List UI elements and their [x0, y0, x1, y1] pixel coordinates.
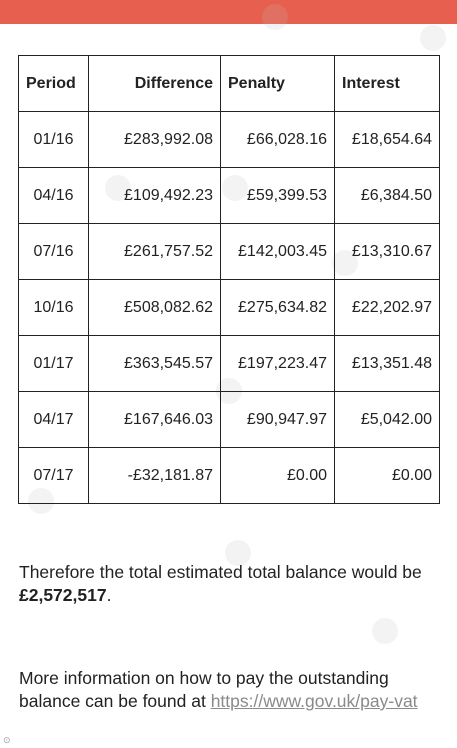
cell-interest: £13,351.48: [335, 336, 440, 392]
cell-difference: £283,992.08: [89, 112, 221, 168]
cell-interest: £5,042.00: [335, 392, 440, 448]
total-balance-period: .: [106, 585, 112, 605]
watermark-footer-icon: ⊙: [3, 735, 11, 745]
cell-period: 07/16: [19, 224, 89, 280]
table-row: [19, 280, 440, 336]
table-row: [19, 392, 440, 448]
table-row: [19, 448, 440, 504]
cell-penalty: £59,399.53: [221, 168, 335, 224]
cell-difference: £261,757.52: [89, 224, 221, 280]
table-row: [19, 224, 440, 280]
total-balance-text: Therefore the total estimated total balance would be: [19, 562, 422, 582]
table-row: [19, 336, 440, 392]
cell-interest: £13,310.67: [335, 224, 440, 280]
cell-penalty: £142,003.45: [221, 224, 335, 280]
cell-period: 04/17: [19, 392, 89, 448]
cell-difference: £363,545.57: [89, 336, 221, 392]
cell-difference: £508,082.62: [89, 280, 221, 336]
cell-period: 10/16: [19, 280, 89, 336]
cell-penalty: £0.00: [221, 448, 335, 504]
pay-vat-link[interactable]: https://www.gov.uk/pay-vat: [210, 691, 418, 711]
total-balance-amount: £2,572,517: [19, 585, 107, 605]
cell-interest: £22,202.97: [335, 280, 440, 336]
table-header-row: [19, 56, 440, 112]
header-period: Period: [19, 56, 89, 112]
cell-period: 01/17: [19, 336, 89, 392]
table-row: [19, 168, 440, 224]
cell-penalty: £197,223.47: [221, 336, 335, 392]
cell-interest: £0.00: [335, 448, 440, 504]
table-row: [19, 112, 440, 168]
more-info-paragraph: [19, 667, 444, 713]
cell-interest: £18,654.64: [335, 112, 440, 168]
cell-difference: £109,492.23: [89, 168, 221, 224]
cell-period: 07/17: [19, 448, 89, 504]
cell-penalty: £90,947.97: [221, 392, 335, 448]
cell-difference: -£32,181.87: [89, 448, 221, 504]
watermark-logo-icon: [372, 618, 398, 644]
watermark-logo-icon: [420, 25, 446, 51]
total-balance-paragraph: [19, 561, 444, 607]
cell-difference: £167,646.03: [89, 392, 221, 448]
cell-period: 01/16: [19, 112, 89, 168]
cell-interest: £6,384.50: [335, 168, 440, 224]
header-penalty: Penalty: [221, 56, 335, 112]
header-interest: Interest: [335, 56, 440, 112]
top-color-bar: [0, 0, 457, 24]
cell-period: 04/16: [19, 168, 89, 224]
cell-penalty: £66,028.16: [221, 112, 335, 168]
more-info-text: More information on how to pay the outstanding balance can be found at: [19, 668, 389, 711]
cell-penalty: £275,634.82: [221, 280, 335, 336]
header-difference: Difference: [89, 56, 221, 112]
vat-balance-table: [18, 55, 440, 504]
